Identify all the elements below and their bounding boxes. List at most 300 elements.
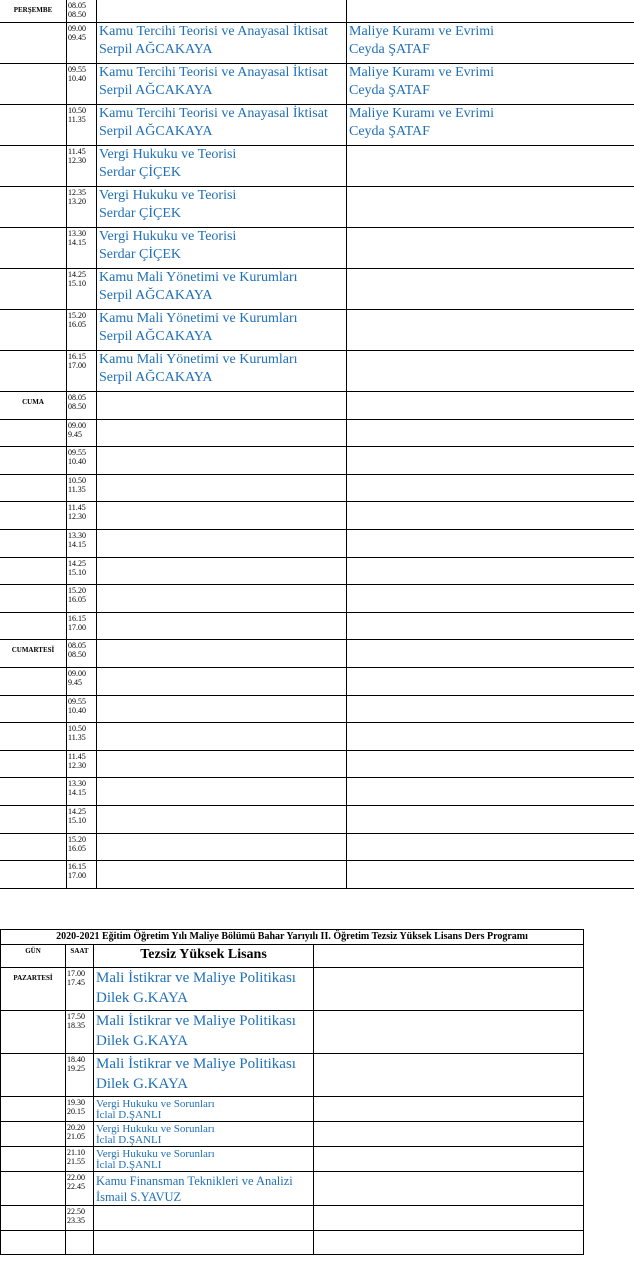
course-cell-primary	[97, 474, 347, 502]
course-cell-secondary	[347, 447, 634, 475]
course-cell-primary	[94, 1147, 314, 1172]
table-row	[0, 419, 634, 447]
day-cell	[0, 695, 67, 723]
end-time: 9.45	[68, 429, 82, 439]
start-time: 14.25	[68, 270, 86, 279]
day-cell: CUMA	[0, 392, 67, 420]
start-time: 18.40	[67, 1055, 85, 1064]
time-slot-cell	[66, 1097, 94, 1122]
time-slot-cell	[67, 750, 97, 778]
start-time: 08.05	[68, 1, 86, 10]
day-cell	[0, 146, 67, 187]
time-slot-cell	[67, 723, 97, 751]
instructor-name: İsmail S.YAVUZ	[96, 1190, 182, 1204]
day-cell	[0, 187, 67, 228]
table-row	[0, 187, 634, 228]
course-cell-secondary	[347, 0, 634, 23]
course-name: Vergi Hukuku ve Sorunları	[96, 1098, 215, 1110]
course-cell-secondary	[347, 585, 634, 613]
table-row	[0, 310, 634, 351]
instructor-name: Ceyda ŞATAF	[349, 42, 430, 57]
end-time: 23.35	[67, 1216, 85, 1225]
time-slot-cell	[67, 228, 97, 269]
day-cell	[0, 228, 67, 269]
time-slot-cell	[66, 1011, 94, 1054]
end-time: 17.00	[68, 361, 86, 370]
day-cell	[0, 529, 67, 557]
course-cell-primary	[97, 187, 347, 228]
table-row	[0, 392, 634, 420]
end-time: 9.45	[68, 677, 82, 687]
end-time: 12.30	[68, 760, 86, 770]
empty-cell	[314, 1230, 584, 1255]
course-cell-secondary	[347, 529, 634, 557]
time-slot-cell	[67, 695, 97, 723]
course-cell-secondary	[347, 833, 634, 861]
course-cell-primary	[94, 1011, 314, 1054]
course-name: Kamu Tercihi Teorisi ve Anayasal İktisat	[99, 24, 328, 39]
course-cell-primary	[97, 529, 347, 557]
table-row	[0, 612, 634, 640]
course-cell-secondary	[347, 474, 634, 502]
time-slot-cell	[67, 105, 97, 146]
course-cell-primary	[94, 968, 314, 1011]
start-time: 13.30	[68, 530, 86, 540]
table-row	[1, 1122, 584, 1147]
table-row	[0, 667, 634, 695]
time-slot-cell	[66, 1172, 94, 1206]
start-time: 13.30	[68, 229, 86, 238]
end-time: 19.25	[67, 1064, 85, 1073]
day-cell: PERŞEMBE	[0, 0, 67, 23]
time-slot-cell	[66, 1230, 94, 1255]
table-row	[0, 502, 634, 530]
course-cell-secondary	[347, 146, 634, 187]
empty-cell	[314, 1097, 584, 1122]
day-column-header: GÜN	[1, 945, 66, 968]
end-time: 16.05	[68, 320, 86, 329]
table-row	[1, 968, 584, 1011]
instructor-name: Dilek G.KAYA	[96, 1076, 188, 1092]
table-row	[0, 723, 634, 751]
course-name: Kamu Tercihi Teorisi ve Anayasal İktisat	[99, 106, 328, 121]
day-cell: PAZARTESİ	[1, 968, 66, 1011]
table-row	[1, 1011, 584, 1054]
day-cell	[1, 1147, 66, 1172]
course-cell-secondary	[347, 805, 634, 833]
table-row	[1, 1206, 584, 1231]
course-cell-primary	[94, 1206, 314, 1231]
course-cell-primary	[97, 419, 347, 447]
course-cell-secondary	[347, 750, 634, 778]
start-time: 11.45	[68, 503, 86, 513]
time-slot-cell	[67, 392, 97, 420]
empty-cell	[314, 1206, 584, 1231]
day-cell	[0, 667, 67, 695]
day-cell	[0, 833, 67, 861]
instructor-name: Dilek G.KAYA	[96, 990, 188, 1006]
end-time: 10.40	[68, 74, 86, 83]
table-row	[0, 750, 634, 778]
time-slot-cell	[67, 833, 97, 861]
day-cell	[0, 64, 67, 105]
day-cell	[0, 585, 67, 613]
schedule-title: 2020-2021 Eğitim Öğretim Yılı Maliye Bölümü Bahar Yarıyılı II. Öğretim Tezsiz Yüksek Lisans Ders Programı	[1, 930, 584, 945]
course-cell-primary	[97, 833, 347, 861]
end-time: 08.50	[68, 402, 86, 411]
course-cell-secondary	[347, 640, 634, 668]
instructor-name: Serpil AĞCAKAYA	[99, 83, 213, 98]
instructor-name: İclal D.ŞANLI	[96, 1134, 162, 1146]
course-cell-primary	[97, 64, 347, 105]
start-time: 16.15	[68, 352, 86, 361]
end-time: 15.10	[68, 815, 86, 825]
time-slot-cell	[67, 187, 97, 228]
start-time: 09.55	[68, 696, 86, 706]
time-slot-cell	[67, 529, 97, 557]
course-name: Maliye Kuramı ve Evrimi	[349, 106, 495, 121]
start-time: 16.15	[68, 613, 86, 623]
end-time: 15.10	[68, 279, 86, 288]
day-cell: CUMARTESİ	[0, 640, 67, 668]
course-cell-primary	[97, 447, 347, 475]
day-cell	[0, 447, 67, 475]
start-time: 17.50	[67, 1012, 85, 1021]
time-column-header: SAAT	[66, 945, 94, 968]
table-row	[0, 269, 634, 310]
day-cell	[0, 805, 67, 833]
time-slot-cell	[67, 447, 97, 475]
start-time: 15.20	[68, 834, 86, 844]
course-cell-primary	[97, 695, 347, 723]
empty-cell	[314, 968, 584, 1011]
day-cell	[1, 1011, 66, 1054]
end-time: 11.35	[68, 115, 86, 124]
instructor-name: Ceyda ŞATAF	[349, 83, 430, 98]
course-cell-primary	[97, 750, 347, 778]
course-cell-primary	[97, 557, 347, 585]
day-cell	[0, 557, 67, 585]
course-name: Vergi Hukuku ve Sorunları	[96, 1148, 215, 1160]
end-time: 21.05	[67, 1132, 85, 1141]
course-name: Mali İstikrar ve Maliye Politikası	[96, 1013, 296, 1029]
course-name: Mali İstikrar ve Maliye Politikası	[96, 1056, 296, 1072]
table-row	[0, 529, 634, 557]
end-time: 12.30	[68, 156, 86, 165]
table-row	[1, 1097, 584, 1122]
course-cell-secondary	[347, 861, 634, 889]
course-name: Kamu Mali Yönetimi ve Kurumları	[99, 270, 298, 285]
empty-cell	[314, 1122, 584, 1147]
end-time: 17.00	[68, 622, 86, 632]
course-cell-secondary	[347, 187, 634, 228]
end-time: 16.05	[68, 595, 86, 605]
start-time: 09.00	[68, 420, 86, 430]
course-cell-primary	[97, 612, 347, 640]
schedule-table-2	[0, 929, 584, 1255]
end-time: 08.50	[68, 650, 86, 660]
time-slot-cell	[67, 23, 97, 64]
time-slot-cell	[67, 0, 97, 23]
start-time: 09.55	[68, 65, 86, 74]
course-cell-primary	[97, 502, 347, 530]
table-row	[1, 1054, 584, 1097]
day-cell	[0, 474, 67, 502]
course-cell-secondary	[347, 778, 634, 806]
course-name: Vergi Hukuku ve Teorisi	[99, 147, 237, 162]
time-slot-cell	[67, 502, 97, 530]
empty-cell	[314, 1011, 584, 1054]
time-slot-cell	[66, 1054, 94, 1097]
day-cell	[0, 750, 67, 778]
start-time: 10.50	[68, 724, 86, 734]
table-row	[0, 23, 634, 64]
time-slot-cell	[67, 351, 97, 392]
time-slot-cell	[67, 269, 97, 310]
course-cell-primary	[97, 23, 347, 64]
day-cell	[0, 23, 67, 64]
end-time: 16.05	[68, 843, 86, 853]
course-cell-secondary	[347, 392, 634, 420]
start-time: 21.10	[67, 1148, 85, 1157]
instructor-name: İclal D.ŞANLI	[96, 1109, 162, 1121]
instructor-name: Serpil AĞCAKAYA	[99, 329, 213, 344]
course-name: Kamu Mali Yönetimi ve Kurumları	[99, 352, 298, 367]
time-slot-cell	[67, 861, 97, 889]
table-row	[0, 557, 634, 585]
start-time: 19.30	[67, 1098, 85, 1107]
day-cell	[0, 502, 67, 530]
day-cell	[1, 1172, 66, 1206]
start-time: 08.05	[68, 641, 86, 651]
course-cell-secondary	[347, 310, 634, 351]
end-time: 14.15	[68, 238, 86, 247]
start-time: 20.20	[67, 1123, 85, 1132]
end-time: 10.40	[68, 457, 86, 467]
start-time: 10.50	[68, 475, 86, 485]
course-cell-secondary	[347, 64, 634, 105]
time-slot-cell	[67, 612, 97, 640]
instructor-name: İclal D.ŞANLI	[96, 1159, 162, 1171]
start-time: 12.35	[68, 188, 86, 197]
table-row	[0, 585, 634, 613]
course-cell-secondary	[347, 23, 634, 64]
course-cell-primary	[97, 269, 347, 310]
end-time: 08.50	[68, 10, 86, 19]
course-cell-secondary	[347, 667, 634, 695]
start-time: 22.00	[67, 1173, 85, 1182]
day-cell	[0, 861, 67, 889]
time-slot-cell	[67, 64, 97, 105]
day-cell	[0, 612, 67, 640]
start-time: 11.45	[68, 751, 86, 761]
empty-cell	[314, 1147, 584, 1172]
course-name: Vergi Hukuku ve Teorisi	[99, 229, 237, 244]
table-row	[0, 861, 634, 889]
course-cell-primary	[94, 1172, 314, 1206]
table-row	[0, 146, 634, 187]
day-cell	[0, 351, 67, 392]
start-time: 14.25	[68, 806, 86, 816]
instructor-name: Serpil AĞCAKAYA	[99, 370, 213, 385]
course-name: Mali İstikrar ve Maliye Politikası	[96, 970, 296, 986]
end-time: 10.40	[68, 705, 86, 715]
empty-column-header	[314, 945, 584, 968]
course-name: Kamu Tercihi Teorisi ve Anayasal İktisat	[99, 65, 328, 80]
instructor-name: Serpil AĞCAKAYA	[99, 124, 213, 139]
table-row	[1, 1147, 584, 1172]
start-time: 16.15	[68, 862, 86, 872]
course-cell-secondary	[347, 105, 634, 146]
day-cell	[1, 1230, 66, 1255]
start-time: 15.20	[68, 586, 86, 596]
course-cell-secondary	[347, 502, 634, 530]
instructor-name: Ceyda ŞATAF	[349, 124, 430, 139]
time-slot-cell	[67, 805, 97, 833]
instructor-name: Dilek G.KAYA	[96, 1033, 188, 1049]
end-time: 17.00	[68, 871, 86, 881]
time-slot-cell	[67, 310, 97, 351]
day-cell	[0, 269, 67, 310]
time-slot-cell	[67, 146, 97, 187]
course-cell-secondary	[347, 351, 634, 392]
course-cell-primary	[97, 861, 347, 889]
course-cell-primary	[97, 805, 347, 833]
empty-cell	[314, 1054, 584, 1097]
course-cell-primary	[97, 585, 347, 613]
end-time: 14.15	[68, 539, 86, 549]
instructor-name: Serdar ÇİÇEK	[99, 247, 182, 262]
time-slot-cell	[67, 419, 97, 447]
course-cell-secondary	[347, 419, 634, 447]
start-time: 22.50	[67, 1207, 85, 1216]
course-cell-primary	[94, 1097, 314, 1122]
end-time: 22.45	[67, 1182, 85, 1191]
start-time: 15.20	[68, 311, 86, 320]
course-cell-primary	[94, 1122, 314, 1147]
day-cell	[0, 419, 67, 447]
time-slot-cell	[66, 1122, 94, 1147]
end-time: 18.35	[67, 1021, 85, 1030]
end-time: 13.20	[68, 197, 86, 206]
start-time: 10.50	[68, 106, 86, 115]
time-slot-cell	[67, 640, 97, 668]
course-cell-primary	[97, 228, 347, 269]
start-time: 11.45	[68, 147, 86, 156]
course-cell-primary	[97, 723, 347, 751]
start-time: 08.05	[68, 393, 86, 402]
course-cell-primary	[97, 640, 347, 668]
time-slot-cell	[67, 585, 97, 613]
course-name: Kamu Finansman Teknikleri ve Analizi	[96, 1174, 293, 1188]
table-row	[1, 1230, 584, 1255]
empty-cell	[314, 1172, 584, 1206]
end-time: 15.10	[68, 567, 86, 577]
table-row	[0, 640, 634, 668]
course-name: Vergi Hukuku ve Teorisi	[99, 188, 237, 203]
table-row	[0, 805, 634, 833]
instructor-name: Serpil AĞCAKAYA	[99, 42, 213, 57]
table-row	[0, 105, 634, 146]
table-row	[0, 351, 634, 392]
course-cell-primary	[97, 667, 347, 695]
time-slot-cell	[67, 778, 97, 806]
time-slot-cell	[67, 667, 97, 695]
table-row	[0, 474, 634, 502]
table-row	[1, 1172, 584, 1206]
time-slot-cell	[66, 1147, 94, 1172]
day-cell	[1, 1054, 66, 1097]
table-row	[0, 228, 634, 269]
start-time: 13.30	[68, 779, 86, 789]
course-cell-secondary	[347, 695, 634, 723]
course-cell-primary	[97, 778, 347, 806]
course-cell-primary	[97, 146, 347, 187]
time-slot-cell	[66, 1206, 94, 1231]
table-row	[0, 833, 634, 861]
day-cell	[0, 723, 67, 751]
program-column-header: Tezsiz Yüksek Lisans	[94, 945, 314, 968]
course-cell-primary	[94, 1054, 314, 1097]
course-cell-primary	[97, 0, 347, 23]
time-slot-cell	[67, 474, 97, 502]
end-time: 11.35	[68, 484, 86, 494]
course-cell-secondary	[347, 612, 634, 640]
course-cell-secondary	[347, 269, 634, 310]
course-cell-primary	[94, 1230, 314, 1255]
instructor-name: Serdar ÇİÇEK	[99, 206, 182, 221]
course-name: Maliye Kuramı ve Evrimi	[349, 24, 495, 39]
instructor-name: Serdar ÇİÇEK	[99, 165, 182, 180]
end-time: 17.45	[67, 978, 85, 987]
end-time: 14.15	[68, 788, 86, 798]
start-time: 09.00	[68, 668, 86, 678]
course-cell-primary	[97, 310, 347, 351]
course-cell-secondary	[347, 228, 634, 269]
instructor-name: Serpil AĞCAKAYA	[99, 288, 213, 303]
time-slot-cell	[66, 968, 94, 1011]
day-cell	[0, 310, 67, 351]
day-cell	[1, 1097, 66, 1122]
start-time: 09.00	[68, 24, 86, 33]
time-slot-cell	[67, 557, 97, 585]
start-time: 09.55	[68, 448, 86, 458]
course-name: Kamu Mali Yönetimi ve Kurumları	[99, 311, 298, 326]
start-time: 17.00	[67, 969, 85, 978]
course-cell-primary	[97, 392, 347, 420]
end-time: 11.35	[68, 733, 86, 743]
start-time: 14.25	[68, 558, 86, 568]
table-row	[0, 695, 634, 723]
end-time: 09.45	[68, 33, 86, 42]
course-name: Vergi Hukuku ve Sorunları	[96, 1123, 215, 1135]
course-cell-secondary	[347, 557, 634, 585]
course-cell-primary	[97, 105, 347, 146]
table-row	[0, 778, 634, 806]
end-time: 12.30	[68, 512, 86, 522]
end-time: 20.15	[67, 1107, 85, 1116]
day-cell	[1, 1122, 66, 1147]
day-cell	[1, 1206, 66, 1231]
table-row	[0, 0, 634, 23]
end-time: 21.55	[67, 1157, 85, 1166]
day-cell	[0, 105, 67, 146]
course-name: Maliye Kuramı ve Evrimi	[349, 65, 495, 80]
table-row	[0, 64, 634, 105]
table-row	[0, 447, 634, 475]
course-cell-secondary	[347, 723, 634, 751]
day-cell	[0, 778, 67, 806]
